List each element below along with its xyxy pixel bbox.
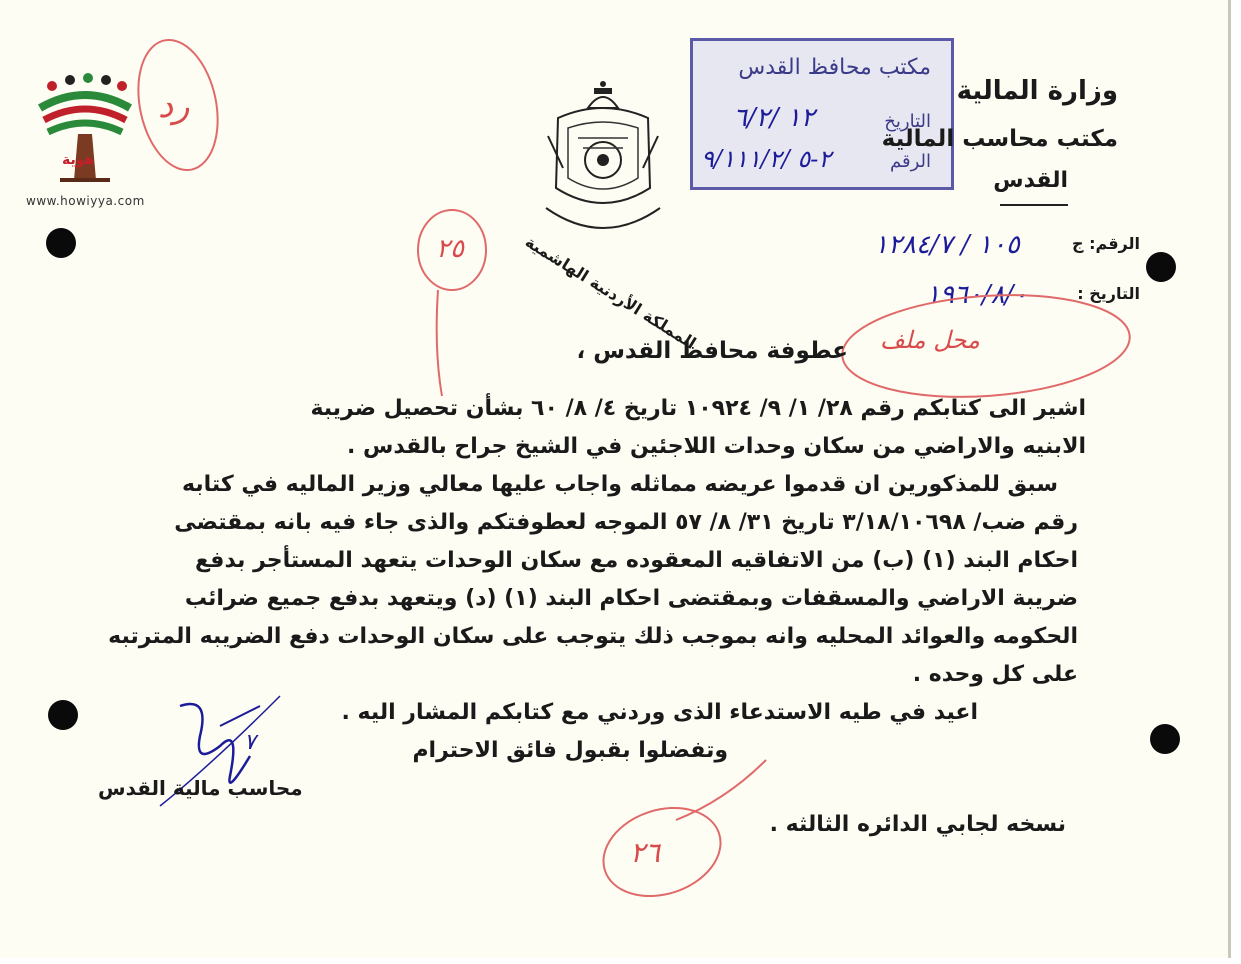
body-line-9: اعيد في طيه الاستدعاء الذى وردني مع كتابكم المشار اليه . [341, 700, 978, 725]
body-line-4: رقم ضب/ ٣/١٨/١٠٦٩٨ تاريخ ٣١/ ٨/ ٥٧ الموجه لعطوفتكم والذى جاء فيه بانه بمقتضى [174, 510, 1078, 535]
emblem-caption: المملكة الأردنية الهاشمية [521, 232, 700, 353]
howiyya-logo [30, 72, 140, 192]
body-line-8: على كل وحده . [912, 662, 1078, 687]
punch-hole-bottom-right [1150, 724, 1180, 754]
red-circle-annotation-mid [408, 200, 498, 400]
body-line-2: الابنيه والاراضي من سكان وحدات اللاجئين في الشيخ جراح بالقدس . [347, 434, 1086, 459]
body-line-5: احكام البند (١) (ب) من الاتفاقيه المعقوده مع سكان الوحدات يتعهد المستأجر بدفع [195, 548, 1078, 573]
stamp-ref-value: ٢-٥ /٩/١١١/٢ [701, 145, 832, 173]
red-annotation-mid-text: ٢٥ [436, 234, 464, 264]
punch-hole-bottom-left [48, 700, 78, 730]
tree-logo-icon [30, 72, 140, 192]
header-underline [1000, 204, 1068, 206]
stamp-date-value: ١٢ /٦/٢ [733, 103, 815, 133]
howiyya-logo-text: هوية [62, 152, 95, 168]
closing-line: وتفضلوا بقبول فائق الاحترام [412, 738, 728, 763]
signature-mark: ٧ [244, 730, 256, 755]
body-line-3: سبق للمذكورين ان قدموا عريضه مماثله واجاب عليها معالي وزير الماليه في كتابه [182, 472, 1058, 497]
ministry-name: وزارة المالية [956, 76, 1118, 106]
office-name: مكتب محاسب المالية [881, 126, 1118, 152]
red-annotation-bottom-text: ٢٦ [630, 836, 661, 869]
signature-title: محاسب مالية القدس [98, 776, 303, 800]
stamp-date-label: التاريخ [884, 111, 931, 132]
stamp-ref-label: الرقم [889, 151, 931, 172]
punch-hole-top-right [1146, 252, 1176, 282]
reference-date-value: ١٩٦٠/٨/٠ [926, 280, 1028, 310]
city-name: القدس [993, 168, 1068, 193]
punch-hole-top-left [46, 228, 76, 258]
governor-receipt-stamp [690, 38, 954, 190]
body-line-6: ضريبة الاراضي والمسقفات وبمقتضى احكام البند (١) (د) ويتعهد بدفع جميع ضرائب [184, 586, 1078, 611]
reference-number-label: الرقم: ج [1072, 234, 1140, 253]
howiyya-url: www.howiyya.com [26, 194, 145, 208]
reference-date-label: التاريخ : [1077, 284, 1140, 303]
stamp-title: مكتب محافظ القدس [738, 55, 931, 80]
crown-emblem-icon [528, 78, 678, 258]
copy-to-line: نسخه لجابي الدائره الثالثه . [769, 812, 1066, 837]
reference-number-value: ١٠٥ / ١٢٨٤/٧ [874, 230, 1020, 260]
red-circle-annotation-bottom [596, 740, 776, 900]
body-line-1: اشير الى كتابكم رقم ٢٨/ ١/ ٩/ ١٠٩٢٤ تاريخ ٤/ ٨/ ٦٠ بشأن تحصيل ضريبة [310, 396, 1086, 421]
body-line-7: الحكومه والعوائد المحليه وانه بموجب ذلك يتوجب على سكان الوحدات دفع الضريبه المترتبه [108, 624, 1078, 649]
red-annotation-right-text: محل ملف [880, 326, 980, 354]
red-annotation-top-text: رد [158, 86, 190, 126]
jordan-coat-of-arms [528, 78, 678, 258]
addressee-line: عطوفة محافظ القدس ، [576, 338, 848, 364]
